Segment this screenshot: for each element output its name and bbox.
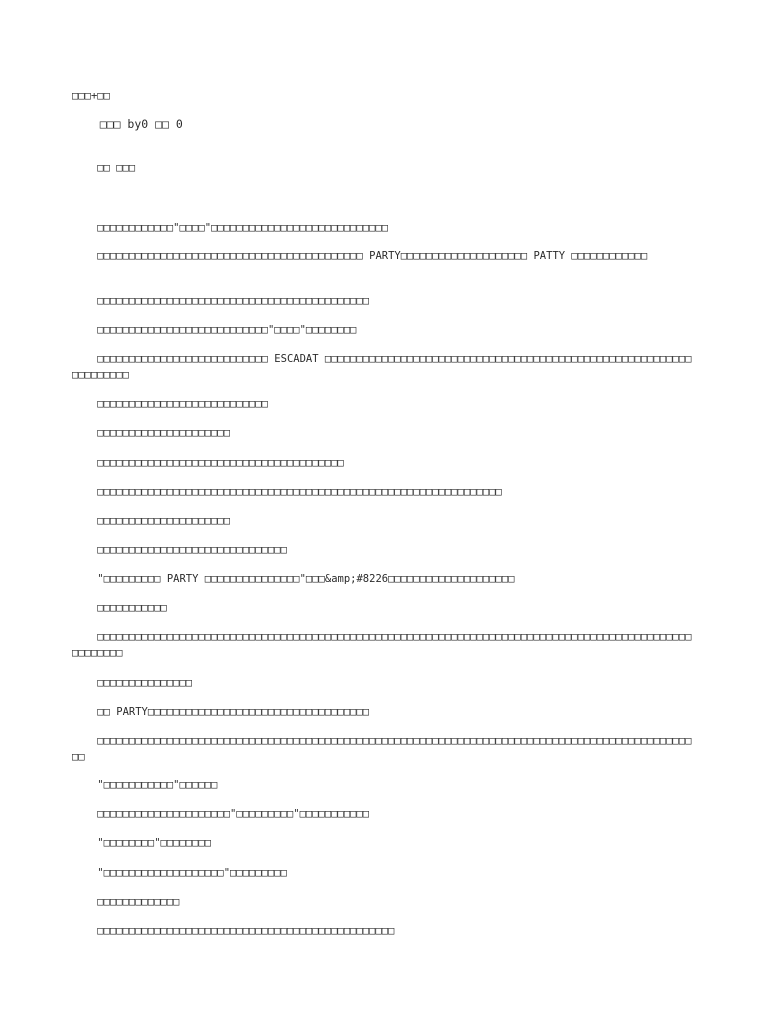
paragraph: □□□□□□□□□□□□□□□□□□□□□□□□□□□ ESCADAT □□□□□□□□□□□□□□□□□□□□□□□□□□□□□□□□□□□□□□□□□□□□□□□□□□□□□□□□□□□□□□□□□□□ bbox=[72, 353, 692, 381]
document-subheading: □□ □□□ bbox=[72, 162, 136, 174]
paragraph: □□□□□□□□□□□□□□□□□□□□□□□□□□□□□□□□□□□□□□□ bbox=[72, 457, 344, 469]
paragraph: □□□□□□□□□□□□□□□□□□□□□□□□□□□□□□□□□□□□□□□□□□□□□□□ bbox=[72, 925, 395, 937]
paragraph: □□□□□□□□□□□□"□□□□"□□□□□□□□□□□□□□□□□□□□□□□□□□□□ bbox=[72, 222, 389, 234]
paragraph: □□□□□□□□□□□□□□□□□□□□□□□□□□□"□□□□"□□□□□□□□ bbox=[72, 324, 357, 336]
paragraph: □□□□□□□□□□□ bbox=[72, 602, 167, 614]
paragraph: □□□□□□□□□□□□□□□□□□□□□□□□□□□ bbox=[72, 398, 268, 410]
paragraph: "□□□□□□□□□□□□□□□□□□□"□□□□□□□□□ bbox=[72, 867, 287, 879]
paragraph: □□□□□□□□□□□□□□□□□□□□□□□□□□□□□□□□□□□□□□□□□□□□□□□□□□□□□□□□□□□□□□□□□□□□□□□□□□□□□□□□□□□□□□□□□□□□□□□□ bbox=[72, 735, 692, 763]
paragraph: □□□□□□□□□□□□□□□□□□□□□ bbox=[72, 427, 231, 439]
paragraph: □□□□□□□□□□□□□□□□□□□□□ bbox=[72, 515, 231, 527]
paragraph: □□ PARTY□□□□□□□□□□□□□□□□□□□□□□□□□□□□□□□□□□□ bbox=[72, 706, 370, 718]
paragraph: "□□□□□□□□□□□"□□□□□□ bbox=[72, 779, 218, 791]
paragraph: □□□□□□□□□□□□□□□ bbox=[72, 677, 193, 689]
paragraph: □□□□□□□□□□□□□□□□□□□□□□□□□□□□□□ bbox=[72, 544, 287, 556]
paragraph: □□□□□□□□□□□□□□□□□□□□□□□□□□□□□□□□□□□□□□□□□□□ bbox=[72, 295, 370, 307]
document-byline: □□□ by0 □□ 0 bbox=[72, 117, 183, 131]
paragraph: □□□□□□□□□□□□□□□□□□□□□□□□□□□□□□□□□□□□□□□□□□ PARTY□□□□□□□□□□□□□□□□□□□□ PATTY □□□□□□□□□□□□ bbox=[72, 250, 648, 262]
paragraph: □□□□□□□□□□□□□□□□□□□□□□□□□□□□□□□□□□□□□□□□□□□□□□□□□□□□□□□□□□□□□□□□ bbox=[72, 486, 502, 498]
paragraph: □□□□□□□□□□□□□□□□□□□□□□□□□□□□□□□□□□□□□□□□□□□□□□□□□□□□□□□□□□□□□□□□□□□□□□□□□□□□□□□□□□□□□□□□□□□□□□□□□□□□□□ bbox=[72, 631, 692, 659]
paragraph: □□□□□□□□□□□□□ bbox=[72, 896, 180, 908]
paragraph: "□□□□□□□□□ PARTY □□□□□□□□□□□□□□□"□□□&amp;#8226□□□□□□□□□□□□□□□□□□□□ bbox=[72, 573, 515, 585]
document-title: □□□+□□ bbox=[72, 90, 110, 102]
paragraph: □□□□□□□□□□□□□□□□□□□□□"□□□□□□□□□"□□□□□□□□□□□ bbox=[72, 808, 370, 820]
paragraph: "□□□□□□□□"□□□□□□□□ bbox=[72, 837, 212, 849]
